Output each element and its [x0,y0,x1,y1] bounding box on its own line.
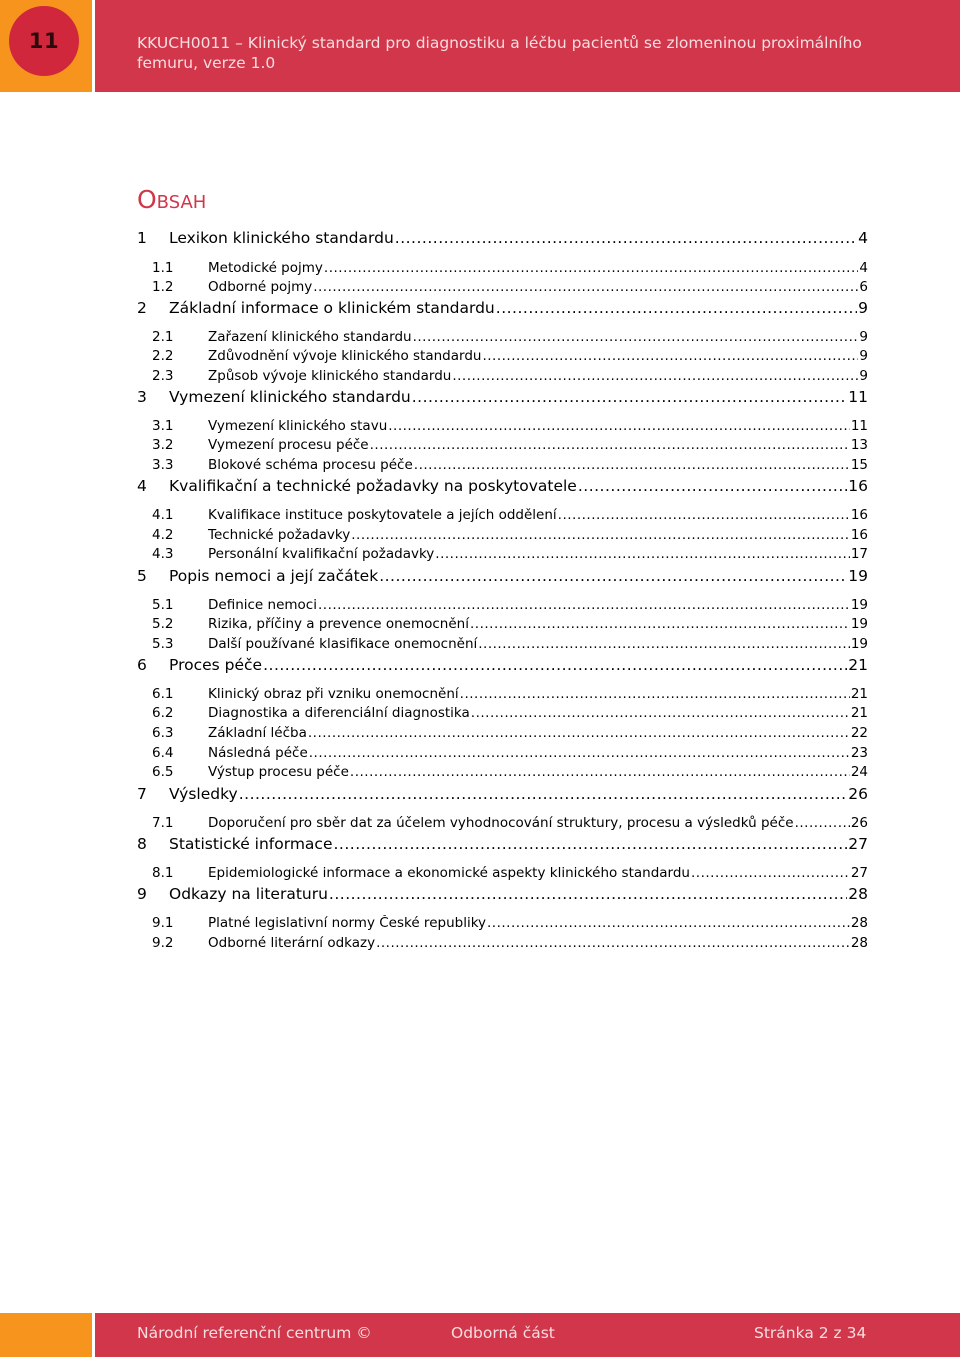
toc-section[interactable] [137,329,868,345]
toc-entry-page: 19 [850,597,868,613]
toc-entry-page: 11 [850,418,868,434]
toc-leader-dots [239,785,848,803]
toc-section[interactable] [137,686,868,702]
toc-entry-page: 23 [850,745,868,761]
toc-entry-number: 4.2 [152,527,174,543]
toc-entry-number: 1.1 [152,260,174,276]
toc-chapter[interactable] [137,785,868,803]
toc-entry-title: Výstup procesu péče [208,764,349,780]
toc-entry-title: Technické požadavky [208,527,351,543]
toc-entry-page: 21 [850,686,868,702]
toc-leader-dots [496,299,857,317]
toc-section[interactable] [137,815,868,831]
toc-section[interactable] [137,418,868,434]
toc-entry-title: Zdůvodnění vývoje klinického standardu [208,348,482,364]
toc-leader-dots [478,636,850,652]
toc-section[interactable] [137,546,868,562]
toc-leader-dots [435,546,850,562]
toc-entry-number: 8 [137,835,147,853]
footer-organization: Národní referenční centrum © [137,1324,372,1342]
toc-entry-number: 6.2 [152,705,174,721]
toc-leader-dots [487,915,850,931]
toc-leader-dots [388,418,850,434]
toc-entry-number: 6.4 [152,745,174,761]
toc-chapter[interactable] [137,477,868,495]
toc-entry-page: 11 [848,388,868,406]
toc-entry-page: 9 [859,348,868,364]
toc-entry-number: 2.3 [152,368,174,384]
toc-section[interactable] [137,457,868,473]
toc-leader-dots [470,616,850,632]
toc-entry-number: 1.2 [152,279,174,295]
toc-leader-dots [691,865,850,881]
toc-entry-title: Definice nemoci [208,597,317,613]
toc-leader-dots [482,348,858,364]
toc-entry-title: Výsledky [169,785,238,803]
toc-leader-dots [350,764,850,780]
toc-heading: Obsah [137,185,207,214]
toc-leader-dots [370,437,850,453]
toc-leader-dots [379,567,847,585]
toc-chapter[interactable] [137,567,868,585]
header-title: KKUCH0011 – Klinický standard pro diagnostiku a léčbu pacientů se zlomeninou proximálního femuru, verze 1.0 [137,34,862,72]
toc-leader-dots [324,260,859,276]
toc-leader-dots [412,388,848,406]
toc-entry-number: 2.1 [152,329,174,345]
toc-entry-number: 1 [137,229,147,247]
toc-entry-page: 17 [850,546,868,562]
toc-entry-title: Diagnostika a diferenciální diagnostika [208,705,470,721]
toc-entry-page: 19 [850,636,868,652]
toc-leader-dots [471,705,850,721]
toc-chapter[interactable] [137,229,868,247]
toc-entry-page: 28 [850,915,868,931]
footer-section: Odborná část [451,1324,555,1342]
toc-entry-number: 8.1 [152,865,174,881]
toc-leader-dots [263,656,847,674]
toc-chapter[interactable] [137,656,868,674]
toc-entry-number: 5 [137,567,147,585]
toc-entry-page: 4 [858,229,868,247]
page-badge-number: 11 [28,29,60,53]
toc-entry-page: 19 [848,567,868,585]
toc-entry-page: 6 [859,279,868,295]
toc-entry-title: Klinický obraz při vzniku onemocnění [208,686,459,702]
toc-entry-title: Vymezení klinického standardu [169,388,411,406]
toc-entry-number: 9 [137,885,147,903]
toc-entry-title: Platné legislativní normy České republiky [208,915,487,931]
toc-section[interactable] [137,935,868,951]
toc-leader-dots [452,368,858,384]
toc-entry-number: 6 [137,656,147,674]
toc-section[interactable] [137,348,868,364]
toc-entry-page: 9 [859,368,868,384]
toc-entry-number: 4.1 [152,507,174,523]
toc-entry-title: Popis nemoci a její začátek [169,567,379,585]
toc-entry-page: 28 [848,885,868,903]
toc-leader-dots [795,815,850,831]
toc-leader-dots [318,597,850,613]
toc-entry-title: Kvalifikace instituce poskytovatele a jejích oddělení [208,507,557,523]
toc-section[interactable] [137,437,868,453]
toc-entry-number: 2.2 [152,348,174,364]
toc-leader-dots [334,835,848,853]
toc-entry-number: 6.5 [152,764,174,780]
toc-leader-dots [313,279,858,295]
toc-entry-page: 9 [858,299,868,317]
toc-entry-number: 3.1 [152,418,174,434]
toc-entry-title: Rizika, příčiny a prevence onemocnění [208,616,469,632]
toc-leader-dots [414,457,850,473]
toc-section[interactable] [137,527,868,543]
toc-entry-page: 22 [850,725,868,741]
footer-left-block [0,1313,92,1357]
toc-entry-number: 3 [137,388,147,406]
toc-section[interactable] [137,597,868,613]
toc-entry-page: 16 [850,507,868,523]
toc-entry-page: 13 [850,437,868,453]
toc-entry-title: Základní léčba [208,725,307,741]
toc-entry-title: Personální kvalifikační požadavky [208,546,435,562]
toc-entry-title: Odkazy na literaturu [169,885,328,903]
toc-entry-page: 19 [850,616,868,632]
toc-chapter[interactable] [137,299,868,317]
toc-entry-number: 7 [137,785,147,803]
toc-entry-title: Vymezení procesu péče [208,437,369,453]
toc-section[interactable] [137,915,868,931]
toc-entry-title: Lexikon klinického standardu [169,229,394,247]
toc-entry-page: 27 [850,865,868,881]
page-badge [9,6,79,76]
toc-entry-title: Metodické pojmy [208,260,323,276]
toc-leader-dots [578,477,847,495]
toc-chapter[interactable] [137,388,868,406]
toc-entry-page: 4 [859,260,868,276]
toc-section[interactable] [137,368,868,384]
toc-leader-dots [395,229,857,247]
toc-entry-title: Další používané klasifikace onemocnění [208,636,478,652]
toc-entry-title: Proces péče [169,656,263,674]
toc-entry-number: 3.3 [152,457,174,473]
toc-entry-number: 6.1 [152,686,174,702]
toc-leader-dots [558,507,850,523]
toc-section[interactable] [137,745,868,761]
toc-entry-page: 15 [850,457,868,473]
toc-entry-number: 6.3 [152,725,174,741]
toc-entry-page: 21 [850,705,868,721]
toc-section[interactable] [137,260,868,276]
toc-leader-dots [460,686,850,702]
toc-entry-title: Základní informace o klinickém standardu [169,299,495,317]
toc-entry-page: 28 [850,935,868,951]
toc-entry-number: 3.2 [152,437,174,453]
toc-entry-page: 26 [850,815,868,831]
toc-section[interactable] [137,725,868,741]
toc-entry-page: 16 [850,527,868,543]
toc-entry-title: Zařazení klinického standardu [208,329,412,345]
toc-entry-number: 5.2 [152,616,174,632]
toc-entry-number: 4.3 [152,546,174,562]
toc-entry-title: Kvalifikační a technické požadavky na poskytovatele [169,477,577,495]
toc-entry-number: 9.1 [152,915,174,931]
toc-entry-title: Následná péče [208,745,308,761]
toc-entry-page: 16 [848,477,868,495]
toc-section[interactable] [137,507,868,523]
toc-entry-title: Doporučení pro sběr dat za účelem vyhodnocování struktury, procesu a výsledků péče [208,815,794,831]
toc-section[interactable] [137,279,868,295]
toc-leader-dots [413,329,859,345]
toc-entry-number: 9.2 [152,935,174,951]
toc-entry-title: Statistické informace [169,835,333,853]
toc-entry-page: 21 [848,656,868,674]
toc-section[interactable] [137,616,868,632]
toc-entry-number: 7.1 [152,815,174,831]
footer-page-number: Stránka 2 z 34 [754,1324,867,1342]
toc-entry-title: Způsob vývoje klinického standardu [208,368,452,384]
toc-entry-number: 5.1 [152,597,174,613]
toc-entry-page: 26 [848,785,868,803]
toc-section[interactable] [137,705,868,721]
toc-entry-title: Odborné literární odkazy [208,935,376,951]
toc-entry-number: 5.3 [152,636,174,652]
toc-chapter[interactable] [137,835,868,853]
toc-entry-page: 27 [848,835,868,853]
toc-leader-dots [309,745,850,761]
toc-entry-title: Vymezení klinického stavu [208,418,388,434]
toc-entry-number: 2 [137,299,147,317]
toc-entry-title: Epidemiologické informace a ekonomické aspekty klinického standardu [208,865,690,881]
toc-section[interactable] [137,764,868,780]
toc-entry-title: Blokové schéma procesu péče [208,457,413,473]
toc-chapter[interactable] [137,885,868,903]
toc-section[interactable] [137,636,868,652]
toc-entry-title: Odborné pojmy [208,279,313,295]
toc-section[interactable] [137,865,868,881]
toc-entry-page: 9 [859,329,868,345]
toc-entry-number: 4 [137,477,147,495]
toc-leader-dots [329,885,847,903]
toc-leader-dots [351,527,850,543]
toc-entry-page: 24 [850,764,868,780]
toc-leader-dots [308,725,850,741]
toc-leader-dots [376,935,850,951]
